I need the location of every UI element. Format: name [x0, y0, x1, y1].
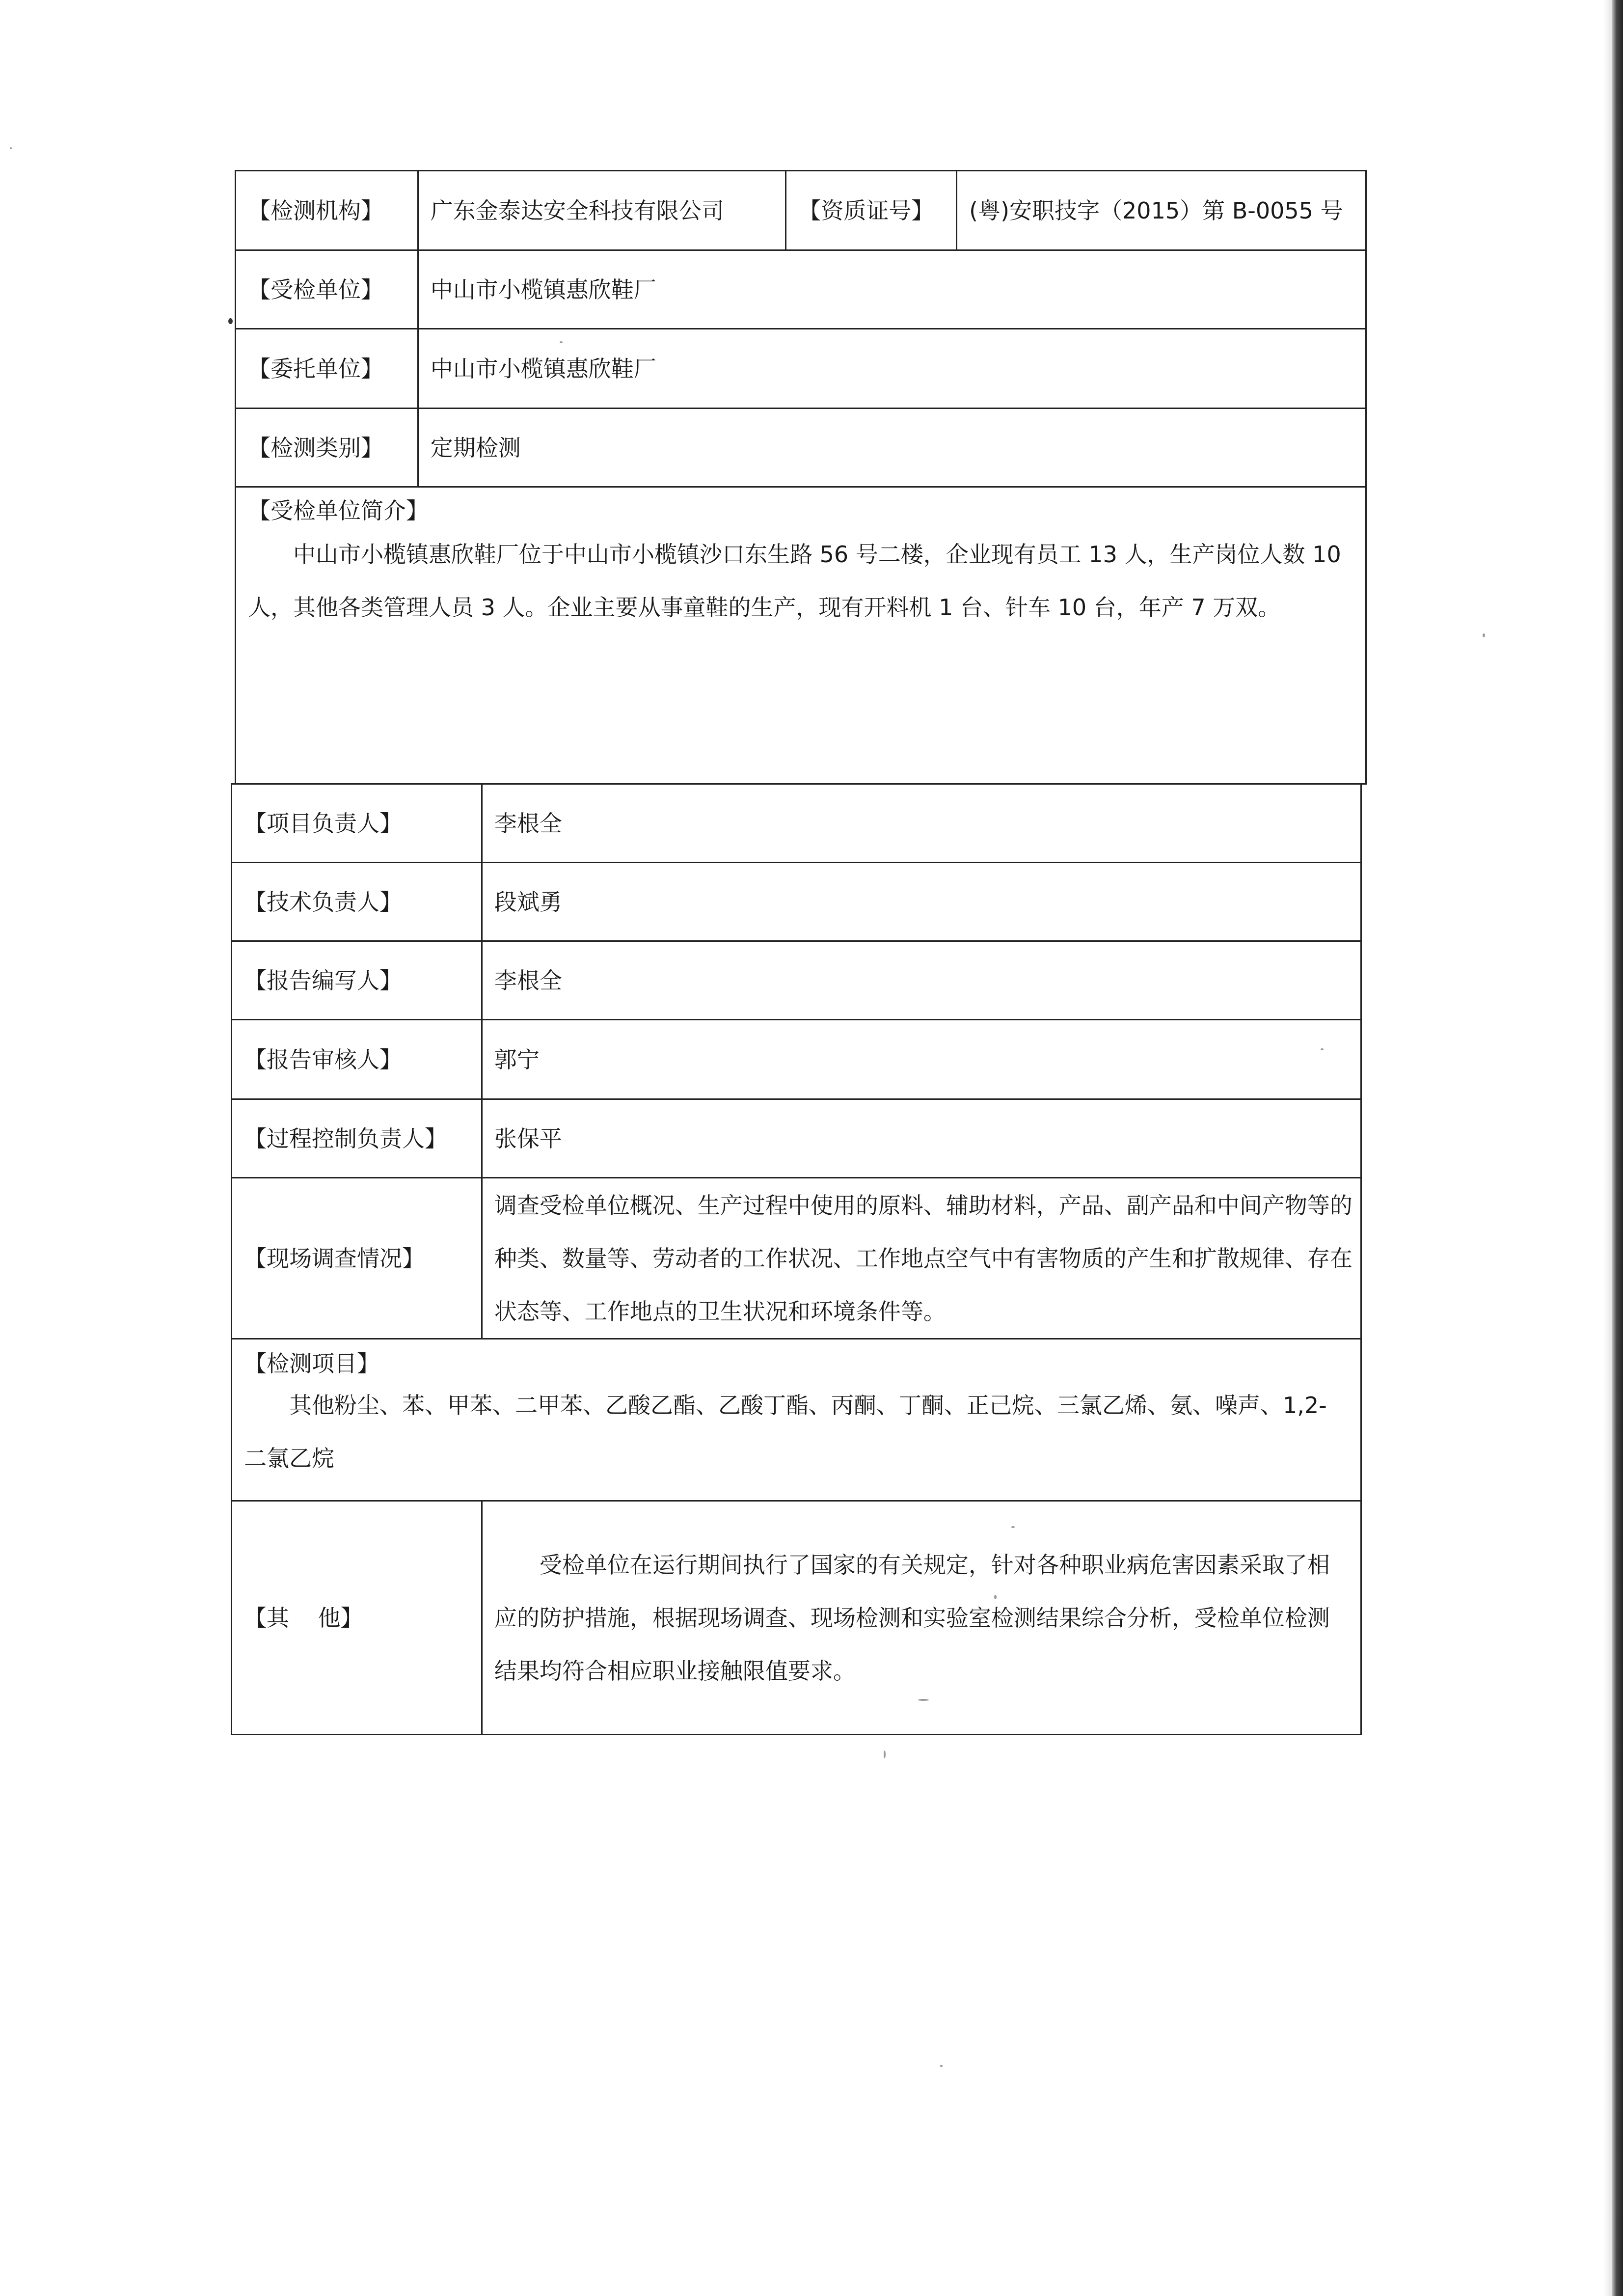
survey-row — [232, 1178, 1361, 1339]
other-row — [232, 1501, 1361, 1735]
scan-speck — [1321, 1048, 1324, 1050]
qual-value: (粤)安职技字（2015）第 B-0055 号 — [957, 171, 1366, 250]
tech-lead-row — [232, 863, 1361, 941]
process-lead-label: 【过程控制负责人】 — [232, 1099, 482, 1178]
writer-row — [232, 941, 1361, 1020]
scan-speck — [940, 2065, 943, 2067]
items-value: 其他粉尘、苯、甲苯、二甲苯、乙酸乙酯、乙酸丁酯、丙酮、丁酮、正己烷、三氯乙烯、氨、噪声、1,2-二氯乙烷 — [244, 1392, 1327, 1472]
client-value: 中山市小榄镇惠欣鞋厂 — [418, 329, 1366, 409]
items-cell — [232, 1339, 1361, 1501]
inspected-row — [236, 250, 1366, 329]
reviewer-label: 【报告审核人】 — [232, 1020, 482, 1099]
client-label: 【委托单位】 — [236, 329, 418, 409]
items-row — [232, 1339, 1361, 1501]
intro-row — [236, 487, 1366, 784]
survey-value: 调查受检单位概况、生产过程中使用的原料、辅助材料，产品、副产品和中间产物等的种类、数量等、劳动者的工作状况、工作地点空气中有害物质的产生和扩散规律、存在状态等、工作地点的卫生状况和环境条件等。 — [482, 1178, 1361, 1339]
writer-value: 李根全 — [482, 941, 1361, 1020]
client-row — [236, 329, 1366, 409]
items-label: 【检测项目】 — [244, 1350, 379, 1377]
scan-edge — [1612, 0, 1623, 2296]
scan-speck — [884, 1750, 886, 1758]
survey-label: 【现场调查情况】 — [232, 1178, 482, 1339]
project-lead-row — [232, 784, 1361, 863]
intro-text: 中山市小榄镇惠欣鞋厂位于中山市小榄镇沙口东生路 56 号二楼，企业现有员工 13 人，生产岗位人数 10 人，其他各类管理人员 3 人。企业主要从事童鞋的生产，现有开料机 1 台、针车 10 台，年产 7 万双。 — [248, 541, 1341, 621]
tech-lead-label: 【技术负责人】 — [232, 863, 482, 941]
inspected-value: 中山市小榄镇惠欣鞋厂 — [418, 250, 1366, 329]
qual-label: 【资质证号】 — [786, 171, 957, 250]
scan-speck — [10, 147, 12, 149]
personnel-table — [231, 783, 1362, 1735]
scan-speck — [228, 318, 233, 324]
org-label: 【检测机构】 — [236, 171, 418, 250]
scan-speck — [994, 1595, 997, 1599]
process-lead-row — [232, 1099, 1361, 1178]
project-lead-label: 【项目负责人】 — [232, 784, 482, 863]
other-label: 【其 他】 — [232, 1501, 482, 1735]
category-value: 定期检测 — [418, 409, 1366, 487]
intro-label: 【受检单位简介】 — [248, 497, 429, 524]
intro-cell — [236, 487, 1366, 784]
reviewer-row — [232, 1020, 1361, 1099]
org-row — [236, 171, 1366, 250]
category-row — [236, 409, 1366, 487]
scan-shadow — [1603, 0, 1612, 2296]
reviewer-value: 郭宁 — [482, 1020, 1361, 1099]
scan-speck — [560, 341, 563, 343]
other-value: 受检单位在运行期间执行了国家的有关规定，针对各种职业病危害因素采取了相应的防护措施，根据现场调查、现场检测和实验室检测结果综合分析，受检单位检测结果均符合相应职业接触限值要求。 — [494, 1551, 1330, 1684]
category-label: 【检测类别】 — [236, 409, 418, 487]
scan-speck — [918, 1699, 929, 1701]
inspected-label: 【受检单位】 — [236, 250, 418, 329]
org-value: 广东金泰达安全科技有限公司 — [418, 171, 786, 250]
tech-lead-value: 段斌勇 — [482, 863, 1361, 941]
scan-speck — [1483, 633, 1485, 637]
report-info-table — [235, 170, 1367, 785]
writer-label: 【报告编写人】 — [232, 941, 482, 1020]
process-lead-value: 张保平 — [482, 1099, 1361, 1178]
scan-speck — [1011, 1526, 1015, 1528]
project-lead-value: 李根全 — [482, 784, 1361, 863]
